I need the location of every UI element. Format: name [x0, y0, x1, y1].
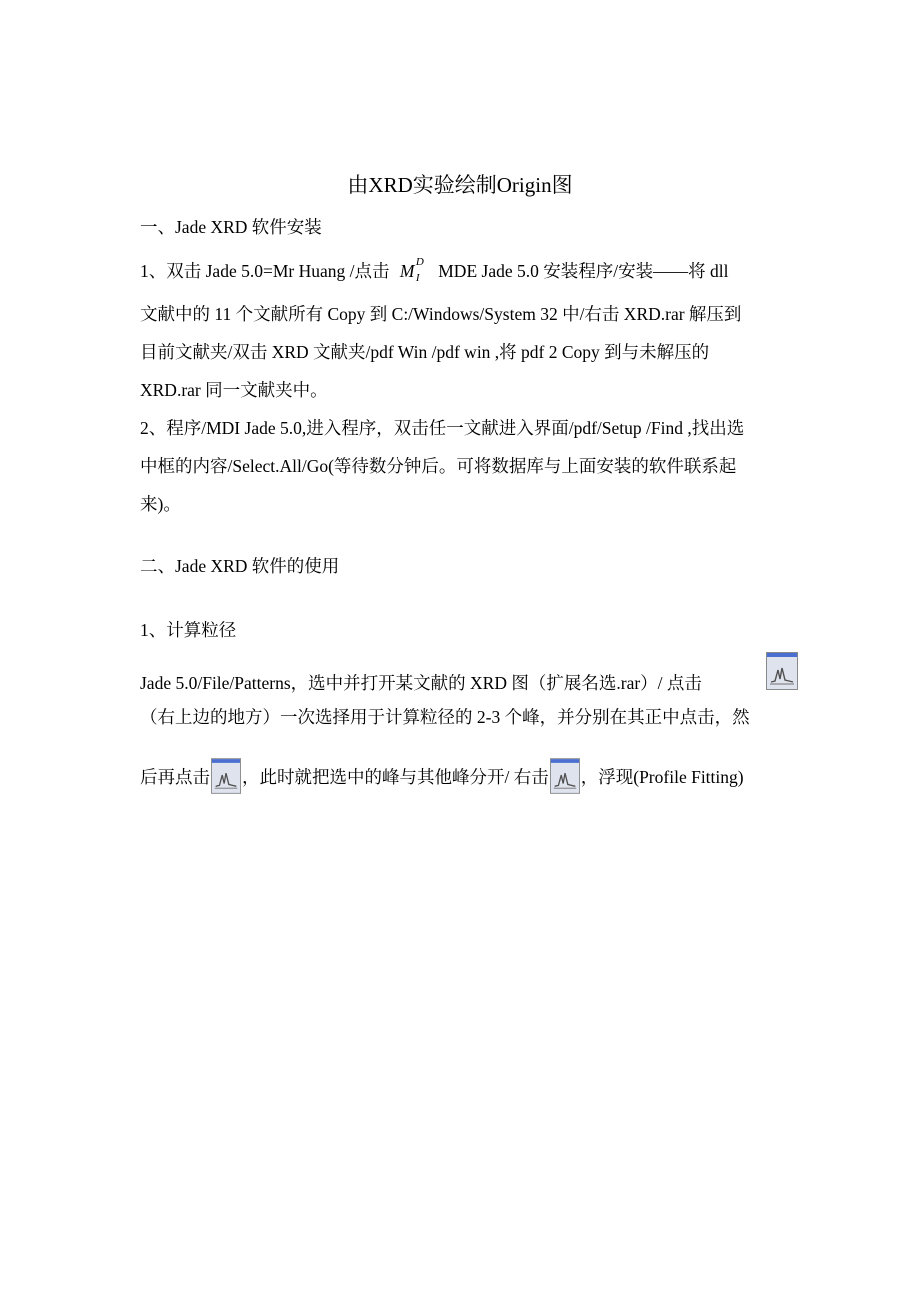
math-superscript: D [415, 256, 424, 268]
section-1-paragraph-1-line-4: XRD.rar 同一文献夹中。 [140, 380, 328, 400]
section-1-paragraph-1-line-3: 目前文献夹/双击 XRD 文献夹/pdf Win /pdf win ,将 pdf 2 Copy 到与未解压的 [140, 342, 710, 362]
section-1-paragraph-2-line-1: 2、程序/MDI Jade 5.0,进入程序，双击任一文献进入界面/pdf/Setup /Find ,找出选 [140, 418, 745, 438]
section-2-paragraph-1-line-1 [140, 669, 790, 697]
math-symbol [400, 257, 428, 285]
document-title: 由XRD实验绘制Origin图 [347, 173, 573, 197]
text-segment: ，此时就把选中的峰与其他峰分开/ 右击 [242, 767, 549, 787]
section-2-heading: 二、Jade XRD 软件的使用 [140, 556, 340, 576]
math-subscript: I [415, 272, 420, 284]
section-2-paragraph-1-line-2: （右上边的地方）一次选择用于计算粒径的 2-3 个峰，并分别在其正中点击，然 [140, 707, 750, 727]
text-segment: 后再点击 [140, 767, 210, 787]
peak-fitting-icon [211, 757, 241, 795]
section-2-subheading-1: 1、计算粒径 [140, 620, 237, 640]
section-1-paragraph-1-line-2: 文献中的 11 个文献所有 Copy 到 C:/Windows/System 32 中/右击 XRD.rar 解压到 [140, 304, 742, 324]
section-1-paragraph-2-line-2: 中框的内容/Select.All/Go(等待数分钟后。可将数据库与上面安装的软件联系起 [140, 456, 737, 476]
text-segment: Jade 5.0/File/Patterns，选中并打开某文献的 XRD 图（扩展名选.rar）/ 点击 [140, 673, 702, 693]
text-segment: 1、双击 Jade 5.0=Mr Huang /点击 [140, 261, 394, 281]
section-2-paragraph-1-line-3 [140, 757, 790, 795]
peak-fitting-icon [766, 652, 796, 690]
section-1-paragraph-1-line-1 [140, 257, 790, 285]
section-1-paragraph-2-line-3: 来)。 [140, 494, 181, 514]
peak-fitting-icon [550, 757, 580, 795]
text-segment: ，浮现(Profile Fitting) [580, 767, 744, 787]
math-base: M [399, 261, 415, 281]
text-segment: MDE Jade 5.0 安装程序/安装——将 dll [438, 261, 729, 281]
section-1-heading: 一、Jade XRD 软件安装 [140, 217, 322, 237]
